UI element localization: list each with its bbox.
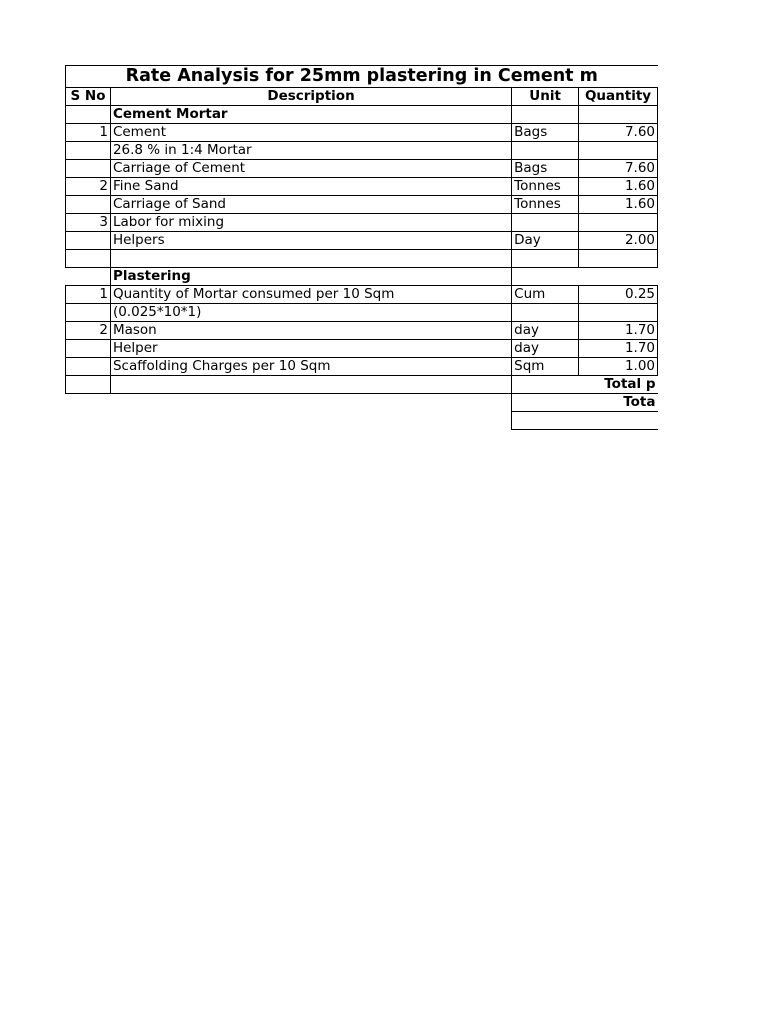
- table-row: [66, 142, 658, 160]
- cell-sno[interactable]: 2: [66, 178, 111, 196]
- table-row: [66, 250, 658, 268]
- cell-quantity[interactable]: 1.00: [579, 358, 658, 376]
- header-unit[interactable]: Unit: [512, 88, 579, 106]
- cell-description[interactable]: Cement: [110, 124, 511, 142]
- cell-unit[interactable]: Cum: [512, 286, 579, 304]
- cell-description[interactable]: Carriage of Cement: [110, 160, 511, 178]
- cell-unit[interactable]: [512, 250, 579, 268]
- cell-sno[interactable]: [66, 106, 111, 124]
- table-row: [66, 196, 658, 214]
- cell-description[interactable]: 26.8 % in 1:4 Mortar: [110, 142, 511, 160]
- cell-description[interactable]: [110, 250, 511, 268]
- cell-sno[interactable]: [66, 160, 111, 178]
- header-quantity[interactable]: Quantity: [579, 88, 658, 106]
- cell-quantity[interactable]: 7.60: [579, 124, 658, 142]
- total-label[interactable]: Total p: [512, 376, 658, 394]
- cell-sno[interactable]: [66, 196, 111, 214]
- cell-sno[interactable]: 2: [66, 322, 111, 340]
- table-row: [66, 322, 658, 340]
- cell-description[interactable]: Fine Sand: [110, 178, 511, 196]
- table-row: [66, 340, 658, 358]
- cell-sno[interactable]: [66, 340, 111, 358]
- cell-sno[interactable]: 1: [66, 286, 111, 304]
- cell-unit[interactable]: Bags: [512, 160, 579, 178]
- section-heading[interactable]: Plastering: [110, 268, 511, 286]
- table-row: [66, 124, 658, 142]
- cell-description[interactable]: Labor for mixing: [110, 214, 511, 232]
- cell-quantity[interactable]: 2.00: [579, 232, 658, 250]
- cell-quantity[interactable]: [579, 214, 658, 232]
- total-label[interactable]: Tota: [512, 394, 658, 412]
- cell-description: [110, 394, 511, 412]
- cell-unit[interactable]: Bags: [512, 124, 579, 142]
- cell-unit[interactable]: day: [512, 322, 579, 340]
- cell-description[interactable]: Carriage of Sand: [110, 196, 511, 214]
- cell-unit[interactable]: Day: [512, 232, 579, 250]
- cell-quantity[interactable]: 1.70: [579, 340, 658, 358]
- cell-unit[interactable]: [512, 304, 579, 322]
- total-value-cell[interactable]: [512, 412, 658, 430]
- cell-description: [110, 412, 511, 430]
- cell-quantity[interactable]: 1.60: [579, 196, 658, 214]
- cell-sno[interactable]: [66, 358, 111, 376]
- cell-quantity[interactable]: 0.25: [579, 286, 658, 304]
- cell-unit[interactable]: [512, 214, 579, 232]
- cell-unit[interactable]: day: [512, 340, 579, 358]
- header-description[interactable]: Description: [110, 88, 511, 106]
- cell-unit[interactable]: [512, 268, 579, 286]
- cell-sno[interactable]: [66, 376, 111, 394]
- cell-description[interactable]: Helper: [110, 340, 511, 358]
- table-row: [66, 286, 658, 304]
- cell-sno[interactable]: [66, 304, 111, 322]
- table-row: [66, 358, 658, 376]
- cell-quantity[interactable]: [579, 106, 658, 124]
- cell-quantity[interactable]: 7.60: [579, 160, 658, 178]
- cell-description[interactable]: Quantity of Mortar consumed per 10 Sqm: [110, 286, 511, 304]
- cell-quantity[interactable]: [579, 250, 658, 268]
- total-row: [66, 412, 658, 430]
- section-heading[interactable]: Cement Mortar: [110, 106, 511, 124]
- cell-sno: [66, 412, 111, 430]
- header-row: [66, 88, 658, 106]
- cell-sno[interactable]: 1: [66, 124, 111, 142]
- cell-description[interactable]: [110, 376, 511, 394]
- section-heading-row: [66, 268, 658, 286]
- rate-analysis-table: [65, 65, 658, 430]
- spreadsheet: [65, 65, 658, 437]
- table-row: [66, 304, 658, 322]
- cell-unit[interactable]: Tonnes: [512, 178, 579, 196]
- cell-quantity[interactable]: [579, 268, 658, 286]
- cell-sno[interactable]: [66, 250, 111, 268]
- cell-sno[interactable]: [66, 142, 111, 160]
- cell-description[interactable]: (0.025*10*1): [110, 304, 511, 322]
- table-row: [66, 160, 658, 178]
- table-row: [66, 178, 658, 196]
- cell-quantity[interactable]: 1.70: [579, 322, 658, 340]
- cell-description[interactable]: Scaffolding Charges per 10 Sqm: [110, 358, 511, 376]
- sheet-title[interactable]: Rate Analysis for 25mm plastering in Cement m: [66, 66, 658, 88]
- cell-sno: [66, 394, 111, 412]
- table-row: [66, 376, 658, 394]
- cell-unit[interactable]: Tonnes: [512, 196, 579, 214]
- header-sno[interactable]: S No: [66, 88, 111, 106]
- cell-description[interactable]: Mason: [110, 322, 511, 340]
- cell-quantity[interactable]: [579, 304, 658, 322]
- total-row: [66, 394, 658, 412]
- cell-description[interactable]: Helpers: [110, 232, 511, 250]
- cell-sno[interactable]: [66, 268, 111, 286]
- section-heading-row: [66, 106, 658, 124]
- table-row: [66, 232, 658, 250]
- cell-quantity[interactable]: 1.60: [579, 178, 658, 196]
- table-row: [66, 214, 658, 232]
- cell-sno[interactable]: [66, 232, 111, 250]
- title-row: [66, 66, 658, 88]
- cell-unit[interactable]: [512, 106, 579, 124]
- cell-sno[interactable]: 3: [66, 214, 111, 232]
- cell-quantity[interactable]: [579, 142, 658, 160]
- cell-unit[interactable]: Sqm: [512, 358, 579, 376]
- cell-unit[interactable]: [512, 142, 579, 160]
